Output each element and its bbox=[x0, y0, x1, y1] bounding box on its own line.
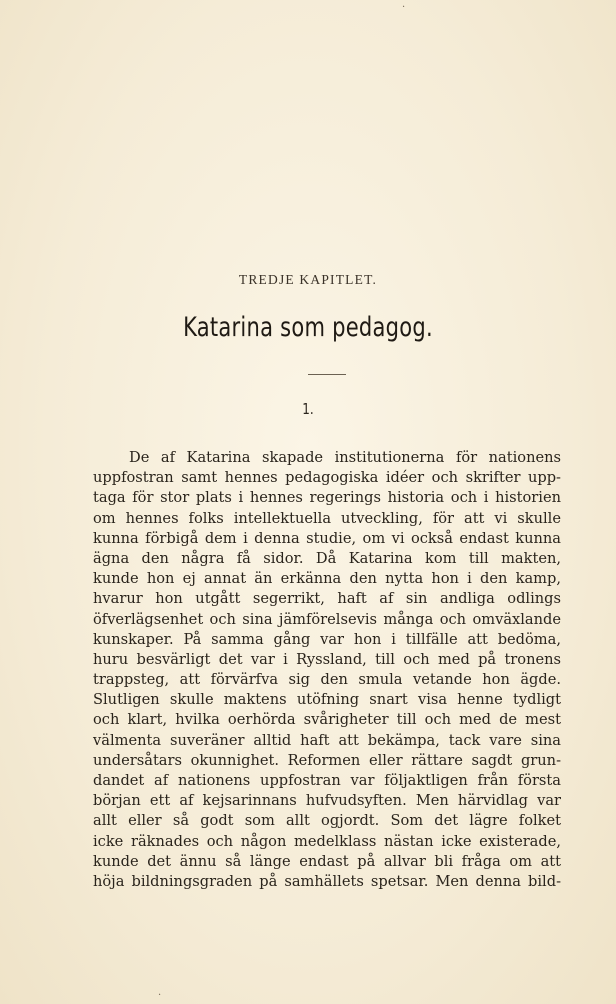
body-text bbox=[93, 448, 561, 892]
text-line: kunskaper. På samma gång var hon i tillfälle att bedöma, bbox=[93, 630, 561, 648]
text-line: allt eller så godt som allt ogjordt. Som det lägre folket bbox=[93, 812, 561, 830]
text-line: höja bildningsgraden på samhällets spetsar. Men denna bild- bbox=[93, 872, 561, 890]
chapter-title: Katarina som pedagog. bbox=[183, 312, 433, 343]
text-line: uppfostran samt hennes pedagogiska idéer och skrifter upp- bbox=[93, 469, 561, 487]
text-line: ägna den några få sidor. Då Katarina kom till makten, bbox=[93, 549, 561, 567]
text-line: huru besvärligt det var i Ryssland, till och med på tronens bbox=[93, 650, 561, 668]
text-line: början ett af kejsarinnans hufvudsyften. Men härvidlag var bbox=[93, 792, 561, 810]
text-line: kunde hon ej annat än erkänna den nytta hon i den kamp, bbox=[93, 570, 561, 588]
paper-speck: · bbox=[158, 990, 162, 1001]
text-line: icke räknades och någon medelklass nästan icke existerade, bbox=[93, 832, 561, 850]
text-line: hvarur hon utgått segerrikt, haft af sin andliga odlings bbox=[93, 590, 561, 608]
divider-rule bbox=[308, 374, 346, 375]
text-line: dandet af nationens uppfostran var följaktligen från första bbox=[93, 772, 561, 789]
text-line: undersåtars okunnighet. Reformen eller rättare sagdt grun- bbox=[93, 751, 561, 769]
text-line: Slutligen skulle maktens utöfning snart visa henne tydligt bbox=[93, 691, 561, 709]
text-line: trappsteg, att förvärfva sig den smula vetande hon ägde. bbox=[93, 671, 561, 689]
text-line: om hennes folks intellektuella utveckling, för att vi skulle bbox=[93, 509, 561, 527]
section-number: 1. bbox=[302, 400, 314, 418]
text-line: taga för stor plats i hennes regerings historia och i historien bbox=[93, 489, 561, 507]
text-line: kunde det ännu så länge endast på allvar bli fråga om att bbox=[93, 852, 561, 870]
text-line: De af Katarina skapade institutionerna för nationens bbox=[129, 449, 561, 466]
text-line: kunna förbigå dem i denna studie, om vi också endast kunna bbox=[93, 529, 561, 547]
text-line: välmenta suveräner alltid haft att bekämpa, tack vare sina bbox=[93, 731, 561, 749]
text-line: öfverlägsenhet och sina jämförelsevis många och omväxlande bbox=[93, 610, 561, 628]
chapter-label: TREDJE KAPITLET. bbox=[238, 272, 378, 287]
paper-speck: · bbox=[402, 2, 406, 13]
text-line: och klart, hvilka oerhörda svårigheter till och med de mest bbox=[93, 711, 561, 729]
